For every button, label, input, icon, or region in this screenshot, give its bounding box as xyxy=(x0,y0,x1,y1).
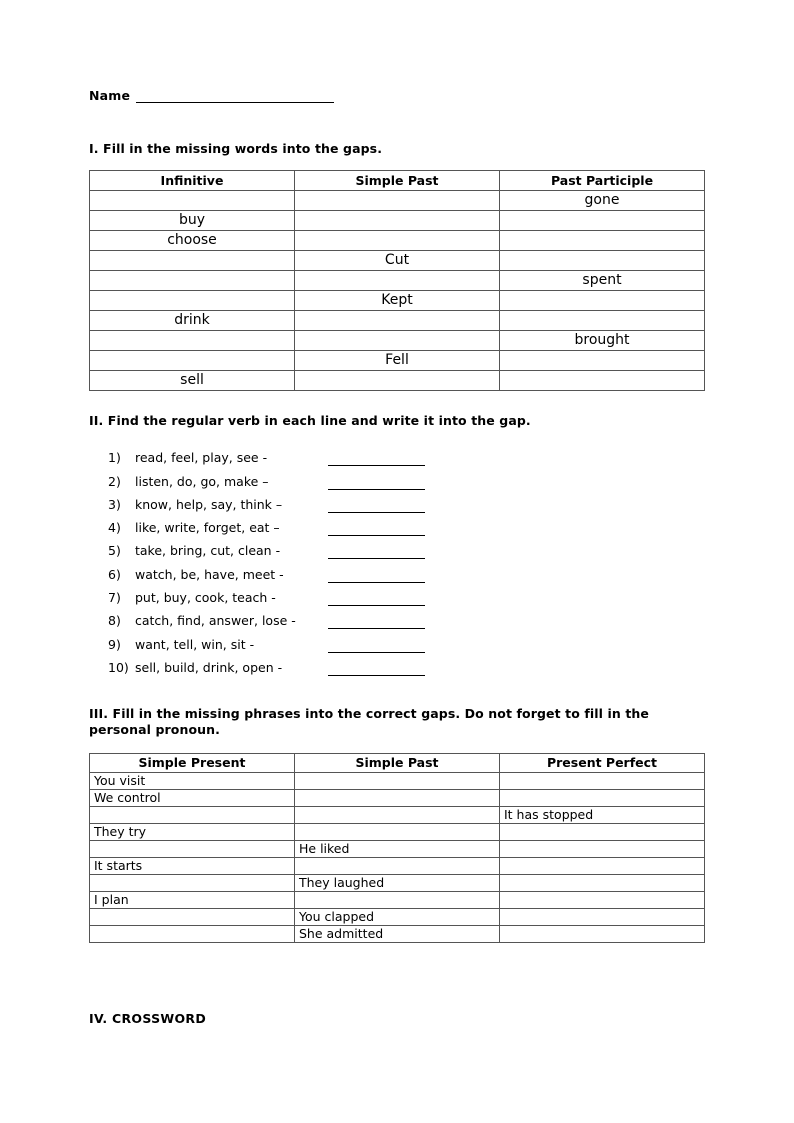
table-row xyxy=(90,291,705,311)
table-cell-blank[interactable] xyxy=(90,875,295,892)
table-cell-filled: He liked xyxy=(295,841,500,858)
table-row xyxy=(90,773,705,790)
list-item-number: 6) xyxy=(108,566,121,582)
table-row xyxy=(90,909,705,926)
list-item-number: 10) xyxy=(108,659,129,675)
column-header-simple-past: Simple Past xyxy=(295,171,500,191)
column-header-infinitive: Infinitive xyxy=(90,171,295,191)
list-item-number: 5) xyxy=(108,543,121,559)
table-cell-filled: choose xyxy=(90,231,295,251)
tense-forms-table xyxy=(89,753,705,943)
irregular-verbs-table xyxy=(89,170,705,391)
list-item xyxy=(108,536,508,559)
list-item-verbs: read, feel, play, see - xyxy=(135,450,268,466)
table-cell-blank[interactable] xyxy=(500,311,705,331)
table-row xyxy=(90,790,705,807)
table-row xyxy=(90,807,705,824)
list-item-number: 1) xyxy=(108,450,121,466)
table-cell-filled: brought xyxy=(500,331,705,351)
table-cell-filled: gone xyxy=(500,191,705,211)
list-item-number: 7) xyxy=(108,590,121,606)
column-header-simple-present: Simple Present xyxy=(90,754,295,773)
list-item xyxy=(108,629,508,652)
table-header-row xyxy=(90,754,705,773)
section-four-heading: IV. CROSSWORD xyxy=(89,1011,206,1026)
answer-blank[interactable] xyxy=(328,638,425,653)
section-three-heading: III. Fill in the missing phrases into the correct gaps. Do not forget to fill in the personal pronoun. xyxy=(89,706,649,737)
table-cell-filled: Fell xyxy=(295,351,500,371)
list-item-number: 9) xyxy=(108,636,121,652)
table-cell-blank[interactable] xyxy=(295,773,500,790)
table-row xyxy=(90,211,705,231)
table-row xyxy=(90,926,705,943)
list-item-number: 4) xyxy=(108,520,121,536)
table-cell-filled: buy xyxy=(90,211,295,231)
list-item xyxy=(108,559,508,582)
list-item-verbs: catch, find, answer, lose - xyxy=(135,613,296,629)
column-header-past-participle: Past Participle xyxy=(500,171,705,191)
list-item-verbs: put, buy, cook, teach - xyxy=(135,590,276,606)
table-cell-filled: She admitted xyxy=(295,926,500,943)
answer-blank[interactable] xyxy=(328,661,425,676)
answer-blank[interactable] xyxy=(328,475,425,490)
table-cell-blank[interactable] xyxy=(500,824,705,841)
list-item-verbs: take, bring, cut, clean - xyxy=(135,543,281,559)
section-one-heading: I. Fill in the missing words into the gaps. xyxy=(89,141,383,156)
table-cell-blank[interactable] xyxy=(295,191,500,211)
regular-verb-exercise-list xyxy=(108,443,508,676)
table-row xyxy=(90,331,705,351)
table-cell-filled: It has stopped xyxy=(500,807,705,824)
table-cell-blank[interactable] xyxy=(295,790,500,807)
table-cell-filled: Kept xyxy=(295,291,500,311)
table-row xyxy=(90,875,705,892)
list-item-verbs: like, write, forget, eat – xyxy=(135,520,280,536)
list-item-number: 3) xyxy=(108,496,121,512)
table-cell-blank[interactable] xyxy=(90,909,295,926)
answer-blank[interactable] xyxy=(328,451,425,466)
table-cell-filled: You clapped xyxy=(295,909,500,926)
table-cell-blank[interactable] xyxy=(90,271,295,291)
table-row xyxy=(90,858,705,875)
answer-blank[interactable] xyxy=(328,568,425,583)
answer-blank[interactable] xyxy=(328,591,425,606)
table-row xyxy=(90,231,705,251)
section-two-heading: II. Find the regular verb in each line and write it into the gap. xyxy=(89,413,531,428)
table-cell-blank[interactable] xyxy=(295,211,500,231)
table-cell-blank[interactable] xyxy=(295,231,500,251)
list-item-verbs: listen, do, go, make – xyxy=(135,473,269,489)
list-item-verbs: know, help, say, think – xyxy=(135,496,283,512)
table-header-row xyxy=(90,171,705,191)
table-cell-filled: They laughed xyxy=(295,875,500,892)
table-cell-blank[interactable] xyxy=(295,271,500,291)
table-cell-blank[interactable] xyxy=(295,858,500,875)
table-cell-filled: I plan xyxy=(90,892,295,909)
answer-blank[interactable] xyxy=(328,614,425,629)
table-cell-blank[interactable] xyxy=(90,191,295,211)
table-cell-filled: Cut xyxy=(295,251,500,271)
table-cell-blank[interactable] xyxy=(500,251,705,271)
name-label: Name xyxy=(89,88,131,103)
table-cell-blank[interactable] xyxy=(500,892,705,909)
list-item xyxy=(108,583,508,606)
table-cell-blank[interactable] xyxy=(500,351,705,371)
list-item-verbs: watch, be, have, meet - xyxy=(135,566,284,582)
answer-blank[interactable] xyxy=(328,544,425,559)
table-cell-filled: It starts xyxy=(90,858,295,875)
answer-blank[interactable] xyxy=(328,498,425,513)
table-cell-blank[interactable] xyxy=(295,892,500,909)
table-cell-blank[interactable] xyxy=(295,331,500,351)
table-cell-blank[interactable] xyxy=(500,773,705,790)
table-cell-blank[interactable] xyxy=(90,807,295,824)
table-cell-blank[interactable] xyxy=(500,790,705,807)
table-cell-blank[interactable] xyxy=(90,251,295,271)
list-item xyxy=(108,466,508,489)
table-cell-blank[interactable] xyxy=(500,291,705,311)
table-cell-blank[interactable] xyxy=(500,858,705,875)
table-cell-filled: They try xyxy=(90,824,295,841)
table-cell-blank[interactable] xyxy=(500,909,705,926)
table-row xyxy=(90,371,705,391)
list-item xyxy=(108,443,508,466)
list-item-number: 2) xyxy=(108,473,121,489)
list-item xyxy=(108,513,508,536)
table-cell-filled: We control xyxy=(90,790,295,807)
name-input-blank[interactable] xyxy=(136,90,334,103)
column-header-simple-past: Simple Past xyxy=(295,754,500,773)
table-cell-blank[interactable] xyxy=(500,841,705,858)
list-item xyxy=(108,653,508,676)
table-row xyxy=(90,824,705,841)
column-header-present-perfect: Present Perfect xyxy=(500,754,705,773)
name-field-row xyxy=(89,88,334,103)
table-cell-blank[interactable] xyxy=(295,807,500,824)
table-row xyxy=(90,351,705,371)
table-cell-blank[interactable] xyxy=(90,331,295,351)
table-row xyxy=(90,271,705,291)
table-cell-blank[interactable] xyxy=(90,926,295,943)
table-row xyxy=(90,311,705,331)
list-item-verbs: want, tell, win, sit - xyxy=(135,636,255,652)
table-row xyxy=(90,892,705,909)
table-cell-blank[interactable] xyxy=(295,824,500,841)
table-cell-filled: sell xyxy=(90,371,295,391)
table-cell-blank[interactable] xyxy=(500,875,705,892)
answer-blank[interactable] xyxy=(328,521,425,536)
table-cell-blank[interactable] xyxy=(90,841,295,858)
list-item xyxy=(108,490,508,513)
table-cell-filled: You visit xyxy=(90,773,295,790)
table-cell-blank[interactable] xyxy=(500,211,705,231)
table-cell-filled: spent xyxy=(500,271,705,291)
table-row xyxy=(90,191,705,211)
table-cell-blank[interactable] xyxy=(500,926,705,943)
table-row xyxy=(90,251,705,271)
table-cell-blank[interactable] xyxy=(295,371,500,391)
table-cell-blank[interactable] xyxy=(90,351,295,371)
list-item-verbs: sell, build, drink, open - xyxy=(135,659,283,675)
table-cell-blank[interactable] xyxy=(500,371,705,391)
table-cell-blank[interactable] xyxy=(500,231,705,251)
table-cell-filled: drink xyxy=(90,311,295,331)
list-item-number: 8) xyxy=(108,613,121,629)
table-cell-blank[interactable] xyxy=(90,291,295,311)
table-row xyxy=(90,841,705,858)
table-cell-blank[interactable] xyxy=(295,311,500,331)
list-item xyxy=(108,606,508,629)
